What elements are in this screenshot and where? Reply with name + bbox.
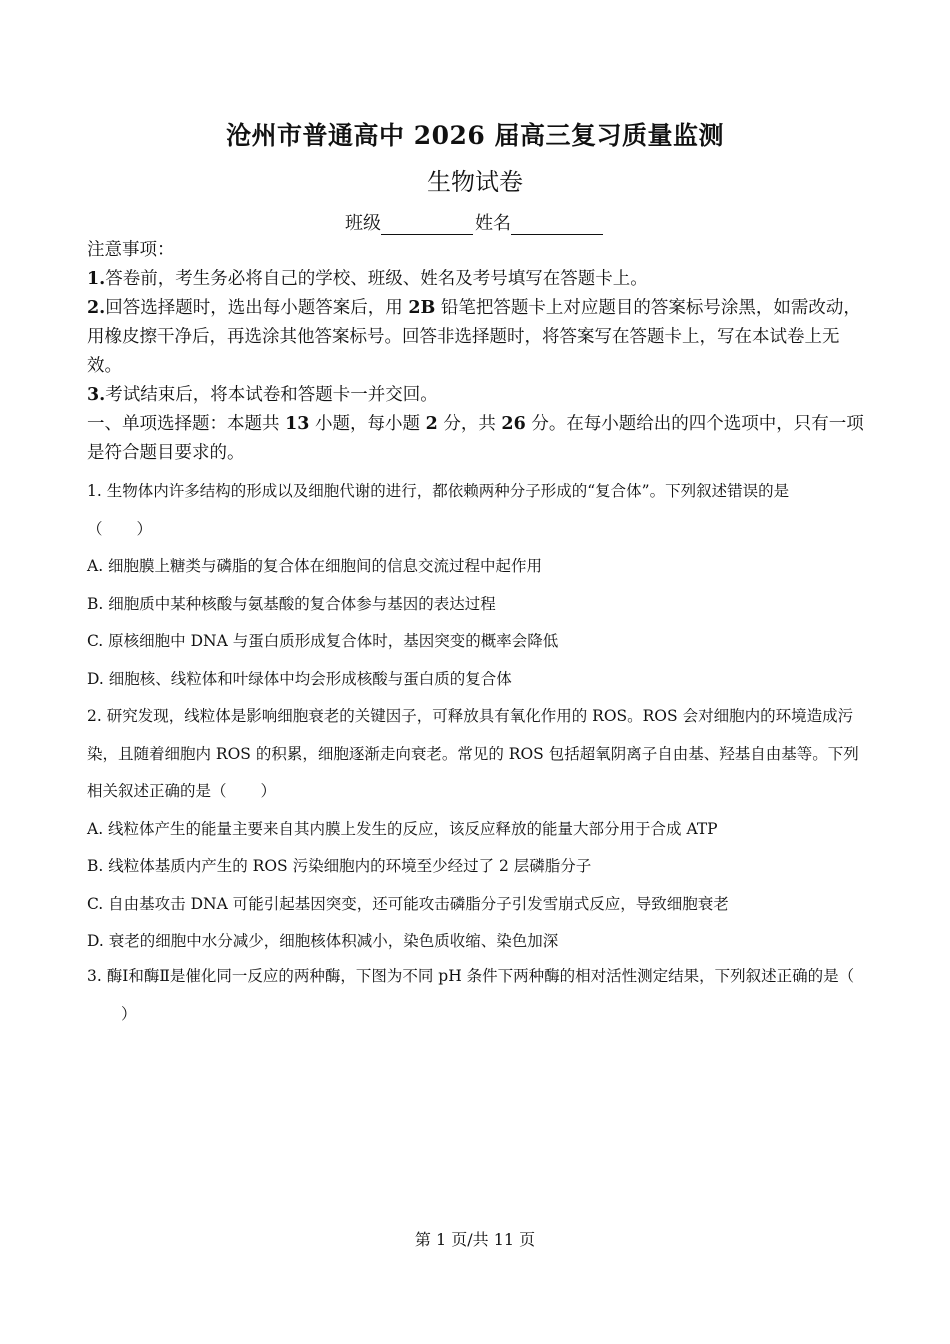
notes-heading: 注意事项：: [87, 240, 175, 260]
name-label: 姓名: [475, 213, 511, 234]
exam-title: 沧州市普通高中 2026 届高三复习质量监测: [226, 121, 724, 150]
option-b: B. 线粒体基质内产生的 ROS 污染细胞内的环境至少经过了 2 层磷脂分子: [87, 857, 592, 875]
option-a: A. 线粒体产生的能量主要来自其内膜上发生的反应，该反应释放的能量大部分用于合成 ATP: [87, 819, 718, 838]
question-2: [87, 698, 872, 961]
class-label: 班级: [345, 213, 381, 234]
class-name-line: [0, 209, 950, 235]
question-3: [87, 958, 872, 1033]
note-item-2: 2.回答选择题时，选出每小题答案后，用 2B 铅笔把答题卡上对应题目的答案标号涂黑，如需改动，用橡皮擦干净后，再选涂其他答案标号。回答非选择题时，将答案写在答题卡上，写在本试卷上无效。: [87, 298, 861, 376]
option-c: C. 原核细胞中 DNA 与蛋白质形成复合体时，基因突变的概率会降低: [87, 632, 559, 650]
question-1: [87, 473, 872, 698]
question-stem: 3. 酶Ⅰ和酶Ⅱ是催化同一反应的两种酶，下图为不同 pH 条件下两种酶的相对活性测定结果，下列叙述正确的是（）: [87, 967, 855, 1023]
notes-section: [87, 236, 872, 468]
section-heading: 一、单项选择题：本题共 13 小题，每小题 2 分，共 26 分。在每小题给出的四个选项中，只有一项是符合题目要求的。: [87, 414, 864, 463]
option-d: D. 衰老的细胞中水分减少，细胞核体积减小，染色质收缩、染色加深: [87, 932, 559, 950]
note-item-1: 1.答卷前，考生务必将自己的学校、班级、姓名及考号填写在答题卡上。: [87, 269, 648, 289]
question-stem: 2. 研究发现，线粒体是影响细胞衰老的关键因子，可释放具有氧化作用的 ROS。ROS 会对细胞内的环境造成污染，且随着细胞内 ROS 的积累，细胞逐渐走向衰老。常见的 ROS 包括超氧阴离子自由基、羟基自由基等。下列相关叙述正确的是（ ）: [87, 707, 859, 800]
name-blank: [511, 216, 603, 235]
exam-subtitle: 生物试卷: [427, 168, 523, 196]
page-number: 第 1 页/共 11 页: [414, 1230, 536, 1249]
class-blank: [381, 216, 473, 235]
option-d: D. 细胞核、线粒体和叶绿体中均会形成核酸与蛋白质的复合体: [87, 669, 512, 688]
note-item-3: 3.考试结束后，将本试卷和答题卡一并交回。: [87, 385, 438, 405]
question-stem: 1. 生物体内许多结构的形成以及细胞代谢的进行，都依赖两种分子形成的“复合体”。下列叙述错误的是: [87, 482, 790, 500]
option-b: B. 细胞质中某种核酸与氨基酸的复合体参与基因的表达过程: [87, 594, 496, 613]
answer-paren: （ ）: [87, 519, 153, 538]
option-c: C. 自由基攻击 DNA 可能引起基因突变，还可能攻击磷脂分子引发雪崩式反应，导致细胞衰老: [87, 894, 729, 913]
option-a: A. 细胞膜上糖类与磷脂的复合体在细胞间的信息交流过程中起作用: [87, 557, 543, 575]
